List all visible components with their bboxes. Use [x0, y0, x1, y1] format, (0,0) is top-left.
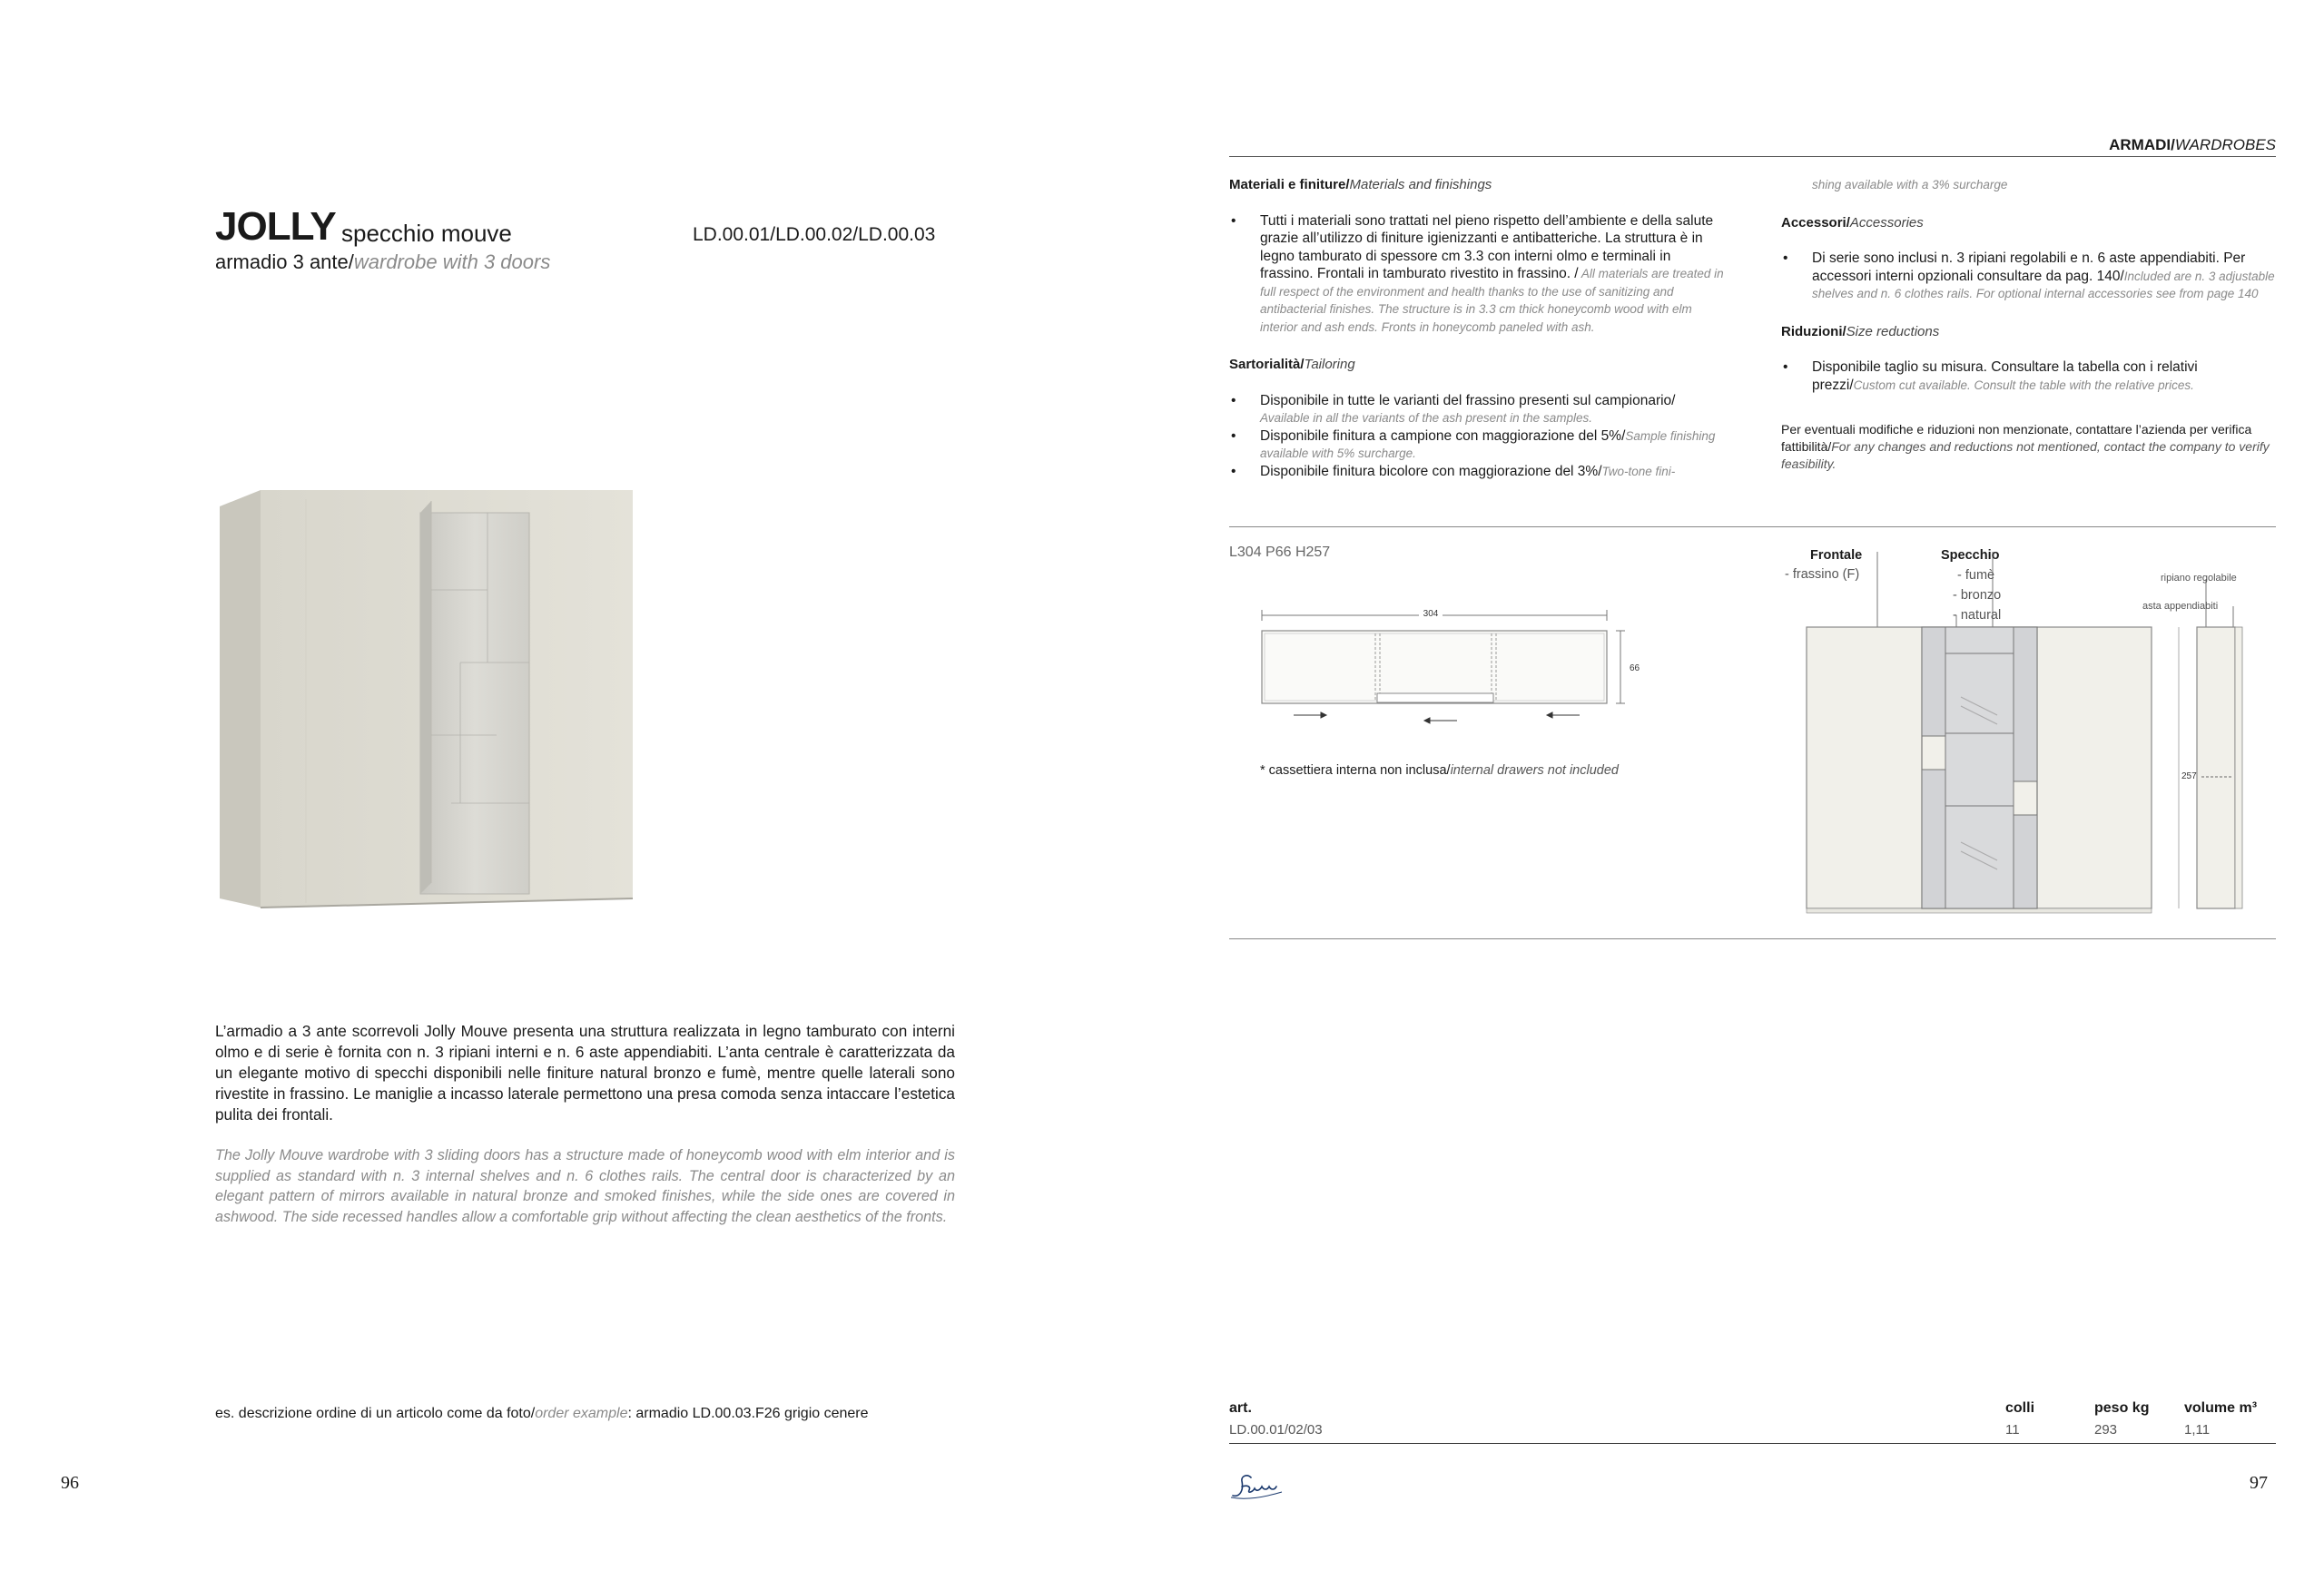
- plan-view-drawing: [1257, 599, 1639, 735]
- tailoring-item-en: Sample finishing available with 5% surcharge.: [1260, 428, 1716, 460]
- accessories-text: [1781, 250, 2276, 303]
- tailoring-item-it: Disponibile finitura bicolore con maggiorazione del 3%/: [1260, 463, 1602, 479]
- column-header: colli: [2005, 1400, 2035, 1416]
- page-number-right: 97: [2250, 1473, 2268, 1493]
- reductions-heading-it: Riduzioni/: [1781, 323, 1846, 339]
- specchio-option: - fumè: [1957, 568, 1995, 583]
- header-divider: [1229, 156, 2276, 157]
- list-item: [1229, 463, 1724, 481]
- plan-width-label: 304: [1423, 609, 1439, 619]
- page-number-left: 96: [61, 1473, 79, 1493]
- specs-column-right: [1781, 176, 2276, 473]
- section-divider: [1229, 526, 2276, 527]
- materials-heading: [1229, 176, 1724, 194]
- tailoring-item-en: Two-tone fini-: [1601, 464, 1676, 478]
- category-header: [2109, 136, 2276, 154]
- order-note-it: es. descrizione ordine di un articolo come da foto/: [215, 1406, 536, 1421]
- table-row: [1229, 1422, 2276, 1440]
- specs-column-left: [1229, 176, 1724, 480]
- modifications-it: Per eventuali modifiche e riduzioni non menzionate, contattare l’azienda per verifica fattibilità/: [1781, 422, 2252, 454]
- order-note-en: order example: [535, 1406, 628, 1421]
- brand-signature-logo: [1227, 1470, 1300, 1503]
- description-english: The Jolly Mouve wardrobe with 3 sliding doors has a structure made of honeycomb wood with elm interior and is supplied as standard with n. 3 internal shelves and n. 6 clothes rails. The central door is characterized by an elegant pattern of mirrors available in natural bronze and smoked finishes, while the side ones are covered in ashwood. The side recessed handles allow a comfortable grip without affecting the clean aesthetics of the fronts.: [215, 1147, 955, 1225]
- materials-text: [1229, 212, 1724, 337]
- tailoring-item-it: Disponibile in tutte le varianti del frassino presenti sul campionario/: [1260, 392, 1676, 408]
- drawers-note-it: * cassettiera interna non inclusa/: [1260, 763, 1451, 778]
- section-divider: [1229, 938, 2276, 939]
- frontale-label: Frontale: [1810, 548, 1863, 563]
- reductions-heading-en: Size reductions: [1846, 323, 1940, 339]
- subtitle-en: wardrobe with 3 doors: [353, 250, 551, 273]
- accessories-heading: [1781, 214, 2276, 232]
- plan-depth-label: 66: [1630, 663, 1640, 673]
- reductions-text-en: Custom cut available. Consult the table with the relative prices.: [1853, 378, 2194, 392]
- reductions-heading: [1781, 323, 2276, 341]
- materials-text-it: Tutti i materiali sono trattati nel pieno rispetto dell’ambiente e della salute grazie all’utilizzo di finiture igienizzanti e antibatteriche. La struttura è in legno tamburato di spessore cm 3.3 con interni olmo e terminali in frassino. Frontali in tamburato rivestito in frassino. /: [1260, 212, 1714, 281]
- accessories-heading-en: Accessories: [1849, 214, 1924, 231]
- list-item: [1229, 427, 1724, 463]
- drawers-note-en: internal drawers not included: [1450, 763, 1619, 778]
- tailoring-continuation: shing available with a 3% surcharge: [1812, 178, 2008, 191]
- product-title: JOLLY: [215, 204, 336, 249]
- column-header: volume m³: [2184, 1400, 2258, 1416]
- specchio-option: - natural: [1953, 608, 2002, 623]
- accessories-text-it: Di serie sono inclusi n. 3 ripiani regolabili e n. 6 aste appendiabiti. Per accessori interni opzionali consultare da pag. 140/: [1812, 250, 2246, 284]
- table-divider: [1229, 1443, 2276, 1444]
- specchio-label: Specchio: [1941, 548, 2000, 563]
- modifications-en: For any changes and reductions not mentioned, contact the company to verify feasibility.: [1781, 439, 2270, 471]
- order-example-note: [215, 1406, 869, 1422]
- shelf-label: ripiano regolabile: [2161, 573, 2237, 584]
- table-cell: 1,11: [2184, 1422, 2211, 1438]
- subtitle-it: armadio 3 ante/: [215, 250, 354, 273]
- front-elevation-drawing: [1779, 543, 2288, 924]
- height-label: 257: [2181, 771, 2197, 781]
- product-codes: LD.00.01/LD.00.02/LD.00.03: [693, 224, 936, 245]
- list-item: [1229, 392, 1724, 427]
- table-header: [1229, 1400, 2276, 1418]
- tailoring-heading-it: Sartorialità/: [1229, 357, 1305, 372]
- accessories-text-en: Included are n. 3 adjustable shelves and n. 6 clothes rails. For optional internal accessories see from page 140: [1812, 269, 2275, 300]
- reductions-text: [1781, 358, 2276, 394]
- modifications-note: [1781, 421, 2276, 473]
- tailoring-item-en: Available in all the variants of the ash present in the samples.: [1260, 411, 1592, 425]
- drawers-note: [1260, 763, 1619, 778]
- description-italian: L’armadio a 3 ante scorrevoli Jolly Mouve presenta una struttura realizzata in legno tamburato con interni olmo e di serie è fornita con n. 3 ripiani interni e n. 6 aste appendiabiti. L’anta centrale è caratterizzata da un elegante motivo di specchi disponibili nelle finiture natural bronzo e fumè, mentre quelle laterali sono rivestite in frassino. Le maniglie a incasso laterale permettono una presa comoda senza intaccare l’estetica pulita dei frontali.: [215, 1022, 955, 1124]
- tailoring-item-it: Disponibile finitura a campione con maggiorazione del 5%/: [1260, 427, 1626, 444]
- category-en: WARDROBES: [2174, 136, 2276, 153]
- reductions-text-it: Disponibile taglio su misura. Consultare la tabella con i relativi prezzi/: [1812, 359, 2198, 393]
- materials-text-en: All materials are treated in full respect of the environment and health thanks to the use of sanitizing and antibacterial finishes. The structure is in 3.3 cm thick honeycomb wood with elm interior and ash ends. Fronts in honeycomb paneled with ash.: [1260, 267, 1724, 334]
- rail-label: asta appendiabiti: [2142, 601, 2219, 612]
- tailoring-heading: [1229, 356, 1724, 374]
- table-cell: LD.00.01/02/03: [1229, 1422, 1323, 1438]
- materials-heading-en: Materials and finishings: [1349, 177, 1492, 192]
- column-header: peso kg: [2094, 1400, 2150, 1416]
- table-cell: 293: [2094, 1422, 2118, 1438]
- accessories-heading-it: Accessori/: [1781, 214, 1850, 231]
- tailoring-heading-en: Tailoring: [1304, 357, 1355, 372]
- specchio-option: - bronzo: [1953, 588, 2002, 603]
- category-it: ARMADI/: [2109, 136, 2175, 153]
- frontale-option: - frassino (F): [1785, 567, 1860, 582]
- table-cell: 11: [2005, 1422, 2020, 1438]
- product-title-suffix: specchio mouve: [341, 220, 512, 247]
- wardrobe-photo: [215, 481, 642, 917]
- tailoring-list: [1229, 392, 1724, 481]
- order-note-value: : armadio LD.00.03.F26 grigio cenere: [627, 1406, 869, 1421]
- dimensions-label: L304 P66 H257: [1229, 545, 1331, 560]
- product-subtitle: [215, 252, 550, 272]
- column-header: art.: [1229, 1400, 1252, 1416]
- materials-heading-it: Materiali e finiture/: [1229, 177, 1350, 192]
